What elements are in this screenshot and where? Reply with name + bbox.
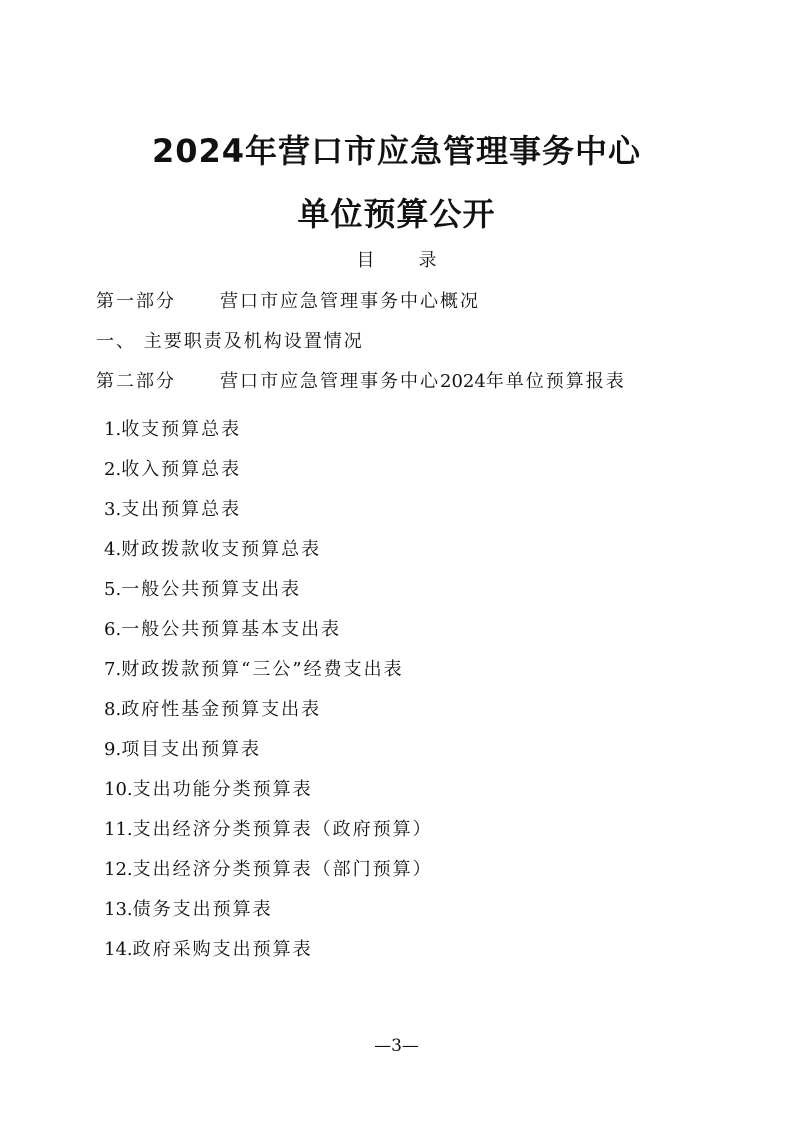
toc-part-2-year: 2024 — [440, 371, 486, 392]
toc-part-1 — [96, 290, 480, 314]
toc-item-title: 支出预算总表 — [121, 499, 242, 520]
document-title-line-1: 2024年营口市应急管理事务中心 — [151, 132, 642, 170]
toc-item-number: 13. — [104, 899, 133, 920]
toc-item — [104, 698, 321, 722]
toc-item-title: 支出经济分类预算表（部门预算） — [132, 859, 433, 880]
toc-item-title: 收支预算总表 — [121, 419, 242, 440]
toc-part-1-item — [96, 330, 364, 354]
toc-part-1-title: 营口市应急管理事务中心概况 — [220, 291, 480, 312]
toc-item — [104, 938, 313, 962]
toc-item-number: 3. — [104, 499, 122, 520]
toc-item — [104, 538, 321, 562]
toc-part-2 — [96, 370, 626, 394]
toc-item-title: 支出经济分类预算表（政府预算） — [132, 819, 433, 840]
toc-item — [104, 458, 241, 482]
toc-item-title: 政府性基金预算支出表 — [121, 699, 322, 720]
toc-item-title: 财政拨款预算“三公”经费支出表 — [121, 659, 404, 680]
toc-item-title: 收入预算总表 — [121, 459, 242, 480]
toc-item — [104, 778, 313, 802]
toc-item-number: 8. — [104, 699, 122, 720]
toc-item — [104, 498, 241, 522]
toc-part-1-item-label: 一、 — [96, 331, 136, 352]
toc-item — [104, 418, 241, 442]
document-title-line-2: 单位预算公开 — [297, 195, 496, 233]
toc-item — [104, 858, 433, 882]
toc-item-title: 政府采购支出预算表 — [132, 939, 313, 960]
toc-item-number: 10. — [104, 779, 133, 800]
toc-item-title: 财政拨款收支预算总表 — [121, 539, 322, 560]
toc-item-number: 2. — [104, 459, 122, 480]
page-number: —3— — [374, 1036, 419, 1056]
toc-item-title: 支出功能分类预算表 — [132, 779, 313, 800]
toc-heading — [0, 246, 793, 272]
toc-item-title: 债务支出预算表 — [132, 899, 273, 920]
toc-item-number: 6. — [104, 619, 122, 640]
toc-item-number: 12. — [104, 859, 133, 880]
toc-heading-char-2: 录 — [418, 250, 437, 271]
toc-item-number: 9. — [104, 739, 122, 760]
toc-item-title: 一般公共预算支出表 — [121, 579, 302, 600]
toc-part-2-label: 第二部分 — [96, 371, 176, 392]
toc-item-number: 1. — [104, 419, 122, 440]
toc-item-number: 7. — [104, 659, 122, 680]
toc-item-title: 项目支出预算表 — [121, 739, 262, 760]
toc-item-number: 14. — [104, 939, 133, 960]
toc-item — [104, 658, 404, 682]
toc-heading-char-1: 目 — [356, 250, 375, 271]
toc-item — [104, 578, 301, 602]
toc-item-number: 5. — [104, 579, 122, 600]
toc-item-title: 一般公共预算基本支出表 — [121, 619, 342, 640]
toc-item — [104, 618, 341, 642]
toc-item — [104, 898, 273, 922]
toc-part-1-label: 第一部分 — [96, 291, 176, 312]
toc-part-2-title-suffix: 年单位预算报表 — [485, 371, 626, 392]
toc-part-2-title-prefix: 营口市应急管理事务中心 — [220, 371, 440, 392]
toc-item — [104, 818, 433, 842]
toc-item — [104, 738, 261, 762]
toc-item-number: 11. — [104, 819, 133, 840]
toc-part-1-item-title: 主要职责及机构设置情况 — [143, 331, 364, 352]
toc-item-number: 4. — [104, 539, 122, 560]
